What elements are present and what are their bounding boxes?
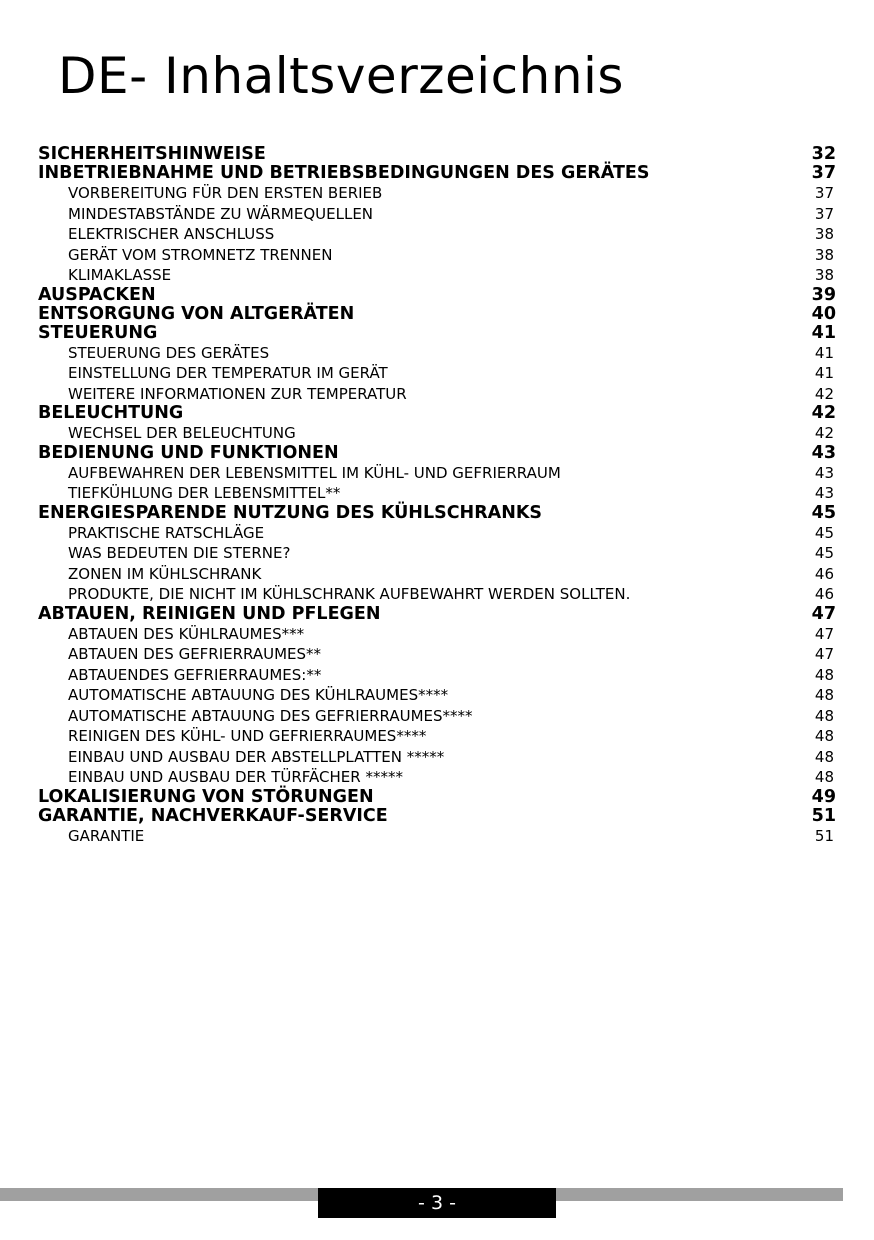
toc-entry-label: TIEFKÜHLUNG DER LEBENSMITTEL** bbox=[68, 484, 341, 502]
toc-entry-label: AUTOMATISCHE ABTAUUNG DES KÜHLRAUMES**** bbox=[68, 686, 449, 704]
toc-section-entry bbox=[38, 324, 836, 343]
toc-entry-page: 37 bbox=[811, 163, 836, 183]
toc-subsection-entry bbox=[38, 245, 836, 266]
toc-entry-page: 46 bbox=[814, 564, 834, 583]
toc-entry-label: WAS BEDEUTEN DIE STERNE? bbox=[68, 544, 291, 562]
toc-entry-page: 37 bbox=[814, 184, 834, 202]
toc-section-entry bbox=[38, 444, 836, 463]
toc-entry-label: ZONEN IM KÜHLSCHRANK bbox=[68, 564, 262, 583]
toc-entry-label: SICHERHEITSHINWEISE bbox=[38, 144, 266, 164]
toc-entry-label: AUSPACKEN bbox=[38, 284, 156, 305]
toc-entry-label: ABTAUEN DES GEFRIERRAUMES** bbox=[68, 645, 322, 663]
toc-entry-label: STEUERUNG bbox=[38, 322, 158, 343]
toc-entry-page: 42 bbox=[814, 384, 834, 403]
toc-entry-label: ENTSORGUNG VON ALTGERÄTEN bbox=[38, 303, 355, 324]
toc-entry-label: PRODUKTE, DIE NICHT IM KÜHLSCHRANK AUFBEWAHRT WERDEN SOLLTEN. bbox=[68, 585, 631, 603]
toc-section-entry bbox=[38, 305, 836, 324]
toc-entry-label: WEITERE INFORMATIONEN ZUR TEMPERATUR bbox=[68, 384, 407, 403]
toc-subsection-entry bbox=[38, 463, 836, 484]
toc-entry-page: 46 bbox=[814, 585, 834, 603]
toc-subsection-entry bbox=[38, 483, 836, 504]
toc-entry-label: INBETRIEBNAHME UND BETRIEBSBEDINGUNGEN DES GERÄTES bbox=[38, 163, 650, 183]
toc-entry-label: WECHSEL DER BELEUCHTUNG bbox=[68, 424, 296, 442]
toc-entry-label: VORBEREITUNG FÜR DEN ERSTEN BERIEB bbox=[68, 184, 383, 202]
toc-entry-label: AUTOMATISCHE ABTAUUNG DES GEFRIERRAUMES**** bbox=[68, 706, 473, 725]
toc-subsection-entry bbox=[38, 343, 836, 364]
toc-entry-page: 41 bbox=[814, 364, 834, 382]
toc-entry-label: GARANTIE bbox=[68, 826, 145, 845]
toc-entry-page: 47 bbox=[814, 645, 834, 663]
toc-subsection-entry bbox=[38, 644, 836, 665]
toc-section-entry bbox=[38, 788, 836, 807]
toc-entry-label: ABTAUENDES GEFRIERRAUMES:** bbox=[68, 665, 322, 684]
toc-entry-page: 45 bbox=[811, 502, 836, 523]
toc-entry-page: 45 bbox=[814, 523, 834, 542]
toc-entry-page: 47 bbox=[814, 624, 834, 643]
page-title: DE- Inhaltsverzeichnis bbox=[58, 47, 624, 105]
toc-subsection-entry bbox=[38, 624, 836, 645]
toc-entry-page: 48 bbox=[814, 727, 834, 745]
toc-entry-label: REINIGEN DES KÜHL- UND GEFRIERRAUMES**** bbox=[68, 727, 427, 745]
toc-entry-page: 41 bbox=[811, 322, 836, 343]
toc-section-entry bbox=[38, 807, 836, 826]
page-number: - 3 - bbox=[318, 1188, 556, 1218]
toc-subsection-entry bbox=[38, 224, 836, 245]
toc-entry-page: 39 bbox=[811, 284, 836, 305]
toc-entry-label: PRAKTISCHE RATSCHLÄGE bbox=[68, 523, 265, 542]
toc-section-entry bbox=[38, 286, 836, 305]
toc-subsection-entry bbox=[38, 826, 836, 847]
toc-subsection-entry bbox=[38, 685, 836, 706]
toc-entry-label: EINBAU UND AUSBAU DER TÜRFÄCHER ***** bbox=[68, 768, 403, 786]
toc-entry-page: 38 bbox=[814, 266, 834, 284]
toc-entry-page: 38 bbox=[814, 245, 834, 264]
toc-subsection-entry bbox=[38, 204, 836, 225]
toc-entry-label: AUFBEWAHREN DER LEBENSMITTEL IM KÜHL- UND GEFRIERRAUM bbox=[68, 463, 561, 482]
toc-subsection-entry bbox=[38, 384, 836, 405]
toc-subsection-entry bbox=[38, 523, 836, 544]
toc-entry-page: 48 bbox=[814, 686, 834, 704]
toc-section-entry bbox=[38, 145, 836, 164]
toc-entry-page: 38 bbox=[814, 225, 834, 243]
toc-section-entry bbox=[38, 504, 836, 523]
toc-entry-page: 42 bbox=[811, 403, 836, 423]
toc-entry-label: GARANTIE, NACHVERKAUF-SERVICE bbox=[38, 805, 388, 826]
toc-section-entry bbox=[38, 164, 836, 183]
table-of-contents bbox=[38, 145, 836, 846]
toc-subsection-entry bbox=[38, 543, 836, 564]
toc-entry-label: EINBAU UND AUSBAU DER ABSTELLPLATTEN ***** bbox=[68, 747, 445, 766]
toc-subsection-entry bbox=[38, 665, 836, 686]
toc-section-entry bbox=[38, 605, 836, 624]
toc-subsection-entry bbox=[38, 423, 836, 444]
toc-entry-label: ELEKTRISCHER ANSCHLUSS bbox=[68, 225, 275, 243]
toc-entry-label: GERÄT VOM STROMNETZ TRENNEN bbox=[68, 245, 333, 264]
toc-entry-page: 40 bbox=[811, 303, 836, 324]
toc-entry-page: 32 bbox=[811, 144, 836, 164]
toc-entry-page: 47 bbox=[811, 603, 836, 624]
toc-entry-label: STEUERUNG DES GERÄTES bbox=[68, 343, 270, 362]
toc-subsection-entry bbox=[38, 363, 836, 384]
toc-entry-page: 43 bbox=[814, 463, 834, 482]
toc-subsection-entry bbox=[38, 767, 836, 788]
toc-entry-page: 51 bbox=[811, 805, 836, 826]
toc-section-entry bbox=[38, 404, 836, 423]
toc-entry-page: 48 bbox=[814, 706, 834, 725]
toc-entry-page: 48 bbox=[814, 747, 834, 766]
toc-entry-label: ABTAUEN DES KÜHLRAUMES*** bbox=[68, 624, 305, 643]
toc-subsection-entry bbox=[38, 183, 836, 204]
toc-entry-label: EINSTELLUNG DER TEMPERATUR IM GERÄT bbox=[68, 364, 388, 382]
toc-entry-page: 51 bbox=[814, 826, 834, 845]
toc-entry-page: 49 bbox=[811, 786, 836, 807]
toc-subsection-entry bbox=[38, 265, 836, 286]
toc-subsection-entry bbox=[38, 726, 836, 747]
toc-entry-label: MINDESTABSTÄNDE ZU WÄRMEQUELLEN bbox=[68, 204, 374, 223]
toc-subsection-entry bbox=[38, 564, 836, 585]
toc-entry-page: 45 bbox=[814, 544, 834, 562]
toc-subsection-entry bbox=[38, 584, 836, 605]
toc-entry-page: 41 bbox=[814, 343, 834, 362]
toc-entry-page: 48 bbox=[814, 768, 834, 786]
toc-entry-label: KLIMAKLASSE bbox=[68, 266, 172, 284]
toc-entry-page: 43 bbox=[811, 442, 836, 463]
toc-entry-page: 42 bbox=[814, 424, 834, 442]
toc-subsection-entry bbox=[38, 747, 836, 768]
toc-entry-label: ENERGIESPARENDE NUTZUNG DES KÜHLSCHRANKS bbox=[38, 502, 543, 523]
toc-entry-label: BEDIENUNG UND FUNKTIONEN bbox=[38, 442, 339, 463]
toc-entry-page: 37 bbox=[814, 204, 834, 223]
toc-entry-page: 48 bbox=[814, 665, 834, 684]
toc-entry-page: 43 bbox=[814, 484, 834, 502]
toc-entry-label: ABTAUEN, REINIGEN UND PFLEGEN bbox=[38, 603, 381, 624]
toc-subsection-entry bbox=[38, 706, 836, 727]
toc-entry-label: LOKALISIERUNG VON STÖRUNGEN bbox=[38, 786, 374, 807]
toc-entry-label: BELEUCHTUNG bbox=[38, 403, 184, 423]
